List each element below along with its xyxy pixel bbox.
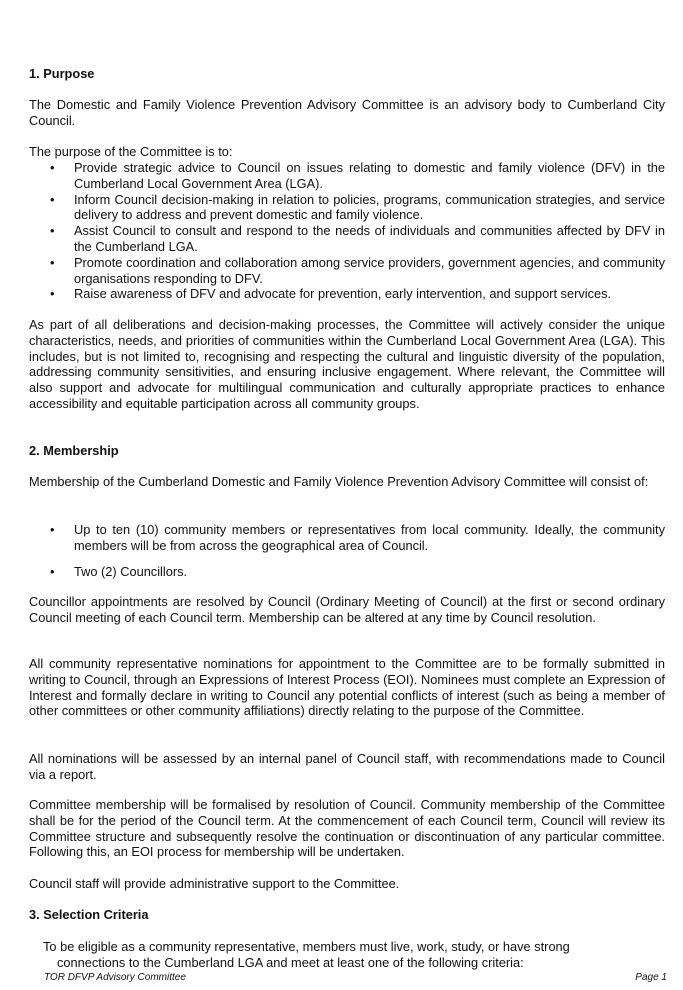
purpose-lead: The purpose of the Committee is to: xyxy=(29,144,233,159)
councillor-appointments: Councillor appointments are resolved by Council (Ordinary Meeting of Council) at the first or second ordinary Council meeting of each Council term. Membership can be altered at any time by Council resolution. xyxy=(29,594,665,625)
list-item: • Promote coordination and collaboration among service providers, government agencies, and community organisations responding to DFV. xyxy=(50,254,665,286)
bullet-icon: • xyxy=(50,191,55,207)
formalised-paragraph: Committee membership will be formalised by resolution of Council. Community membership of the Committee shall be for the period of the Council term. At the commencement of each Council term, Council will review its Committee structure and subsequently resolve the continuation or discontinuation of any particular committee. Following this, an EOI process for membership will be undertaken. xyxy=(29,797,665,860)
purpose-intro: The Domestic and Family Violence Prevention Advisory Committee is an advisory body to Cumberland City Council. xyxy=(29,97,665,128)
purpose-deliberations: As part of all deliberations and decision-making processes, the Committee will actively consider the unique characteristics, needs, and priorities of communities within the Cumberland Local Government Area (LGA). This includes, but is not limited to, recognising and respecting the cultural and linguistic diversity of the population, addressing community sensitivities, and ensuring inclusive engagement. Where relevant, the Committee will also support and advocate for multilingual communication and culturally appropriate practices to enhance accessibility and equitable participation across all community groups. xyxy=(29,317,665,411)
support-paragraph: Council staff will provide administrative support to the Committee. xyxy=(29,876,400,891)
selection-intro: To be eligible as a community representative, members must live, work, study, or have strong connections to the Cumberland LGA and meet at least one of the following criteria: xyxy=(43,939,570,970)
bullet-icon: • xyxy=(50,563,55,579)
bullet-icon: • xyxy=(50,522,55,537)
bullet-icon: • xyxy=(50,254,55,270)
assessment-paragraph: All nominations will be assessed by an internal panel of Council staff, with recommendations made to Council via a report. xyxy=(29,751,665,782)
list-item: • Two (2) Councillors. xyxy=(50,563,188,579)
bullet-icon: • xyxy=(50,286,55,302)
membership-heading: 2. Membership xyxy=(29,443,119,458)
footer-document-title: TOR DFVP Advisory Committee xyxy=(44,972,186,983)
list-item: • Inform Council decision-making in relation to policies, programs, communication strategies, and service delivery to address and prevent domestic and family violence. xyxy=(50,191,665,223)
list-item: • Up to ten (10) community members or representatives from local community. Ideally, the community members will be from across the geographical area of Council. xyxy=(50,522,665,553)
purpose-heading: 1. Purpose xyxy=(29,66,95,81)
membership-bullet-list xyxy=(29,522,665,589)
purpose-bullet-list xyxy=(29,160,665,302)
list-item: • Assist Council to consult and respond to the needs of individuals and communities affected by DFV in the Cumberland LGA. xyxy=(50,223,665,254)
list-item: • Provide strategic advice to Council on issues relating to domestic and family violence (DFV) in the Cumberland Local Government Area (LGA). xyxy=(50,160,665,191)
nominations-paragraph: All community representative nominations for appointment to the Committee are to be formally submitted in writing to Council, through an Expressions of Interest Process (EOI). Nominees must complete an Expression of Interest and formally declare in writing to Council any potential conflicts of interest (such as being a member of other committees or other community affiliations) directly relating to the purpose of the Committee. xyxy=(29,656,665,719)
list-item: • Raise awareness of DFV and advocate for prevention, early intervention, and support services. xyxy=(50,286,612,302)
membership-intro: Membership of the Cumberland Domestic and Family Violence Prevention Advisory Committee will consist of: xyxy=(29,474,649,489)
bullet-icon: • xyxy=(50,160,55,175)
footer-page-number: Page 1 xyxy=(635,972,667,983)
selection-heading: 3. Selection Criteria xyxy=(29,907,149,922)
bullet-icon: • xyxy=(50,223,55,239)
